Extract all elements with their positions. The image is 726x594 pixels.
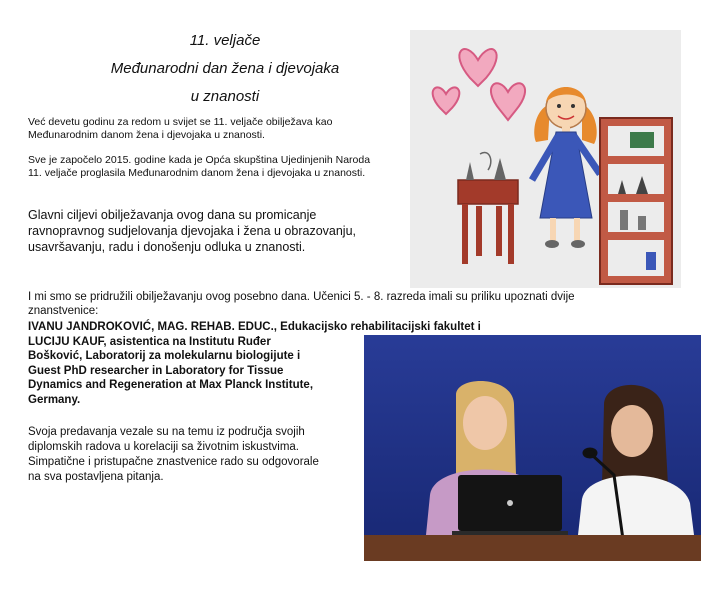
scientist-line: Bošković, Laboratorij za molekularnu biologijute i — [28, 350, 301, 362]
intro-paragraph — [28, 116, 333, 142]
goals-line: usavršavanju, radu i donošenju odluka u znanosti. — [28, 240, 306, 254]
history-line: Sve je započelo 2015. godine kada je Opća skupština Ujedinjenih Naroda — [28, 154, 371, 166]
scientists-photo — [364, 335, 701, 561]
intro-line: Već devetu godinu za redom u svijet se 11. veljače obilježava kao — [28, 116, 333, 128]
date-heading: 11. veljače — [189, 32, 261, 49]
drawing-illustration — [410, 30, 681, 288]
intro-line: Međunarodnim danom žena i djevojaka u znanosti. — [28, 129, 265, 141]
goals-line: ravnopravnog sudjelovanja djevojaka i žena u obrazovanju, — [28, 224, 356, 238]
goals-paragraph — [28, 207, 356, 255]
page-subtitle: u znanosti — [190, 88, 260, 105]
goals-line: Glavni ciljevi obilježavanja ovog dana su promicanje — [28, 208, 317, 222]
scientist-line: IVANU JANDROKOVIĆ, MAG. REHAB. EDUC., Edukacijsko rehabilitacijski fakultet i — [28, 321, 481, 333]
participation-line: I mi smo se pridružili obilježavanju ovog posebno dana. Učenici 5. - 8. razreda imali su priliku upoznati dvije — [28, 291, 575, 303]
shelf-drawing — [600, 118, 672, 284]
scientist-line: Germany. — [28, 393, 81, 406]
lecture-photo-illustration — [364, 335, 701, 561]
lectures-line: Simpatične i pristupačne znastvenice rado su odgovorale — [28, 456, 319, 468]
laptop-icon — [452, 475, 568, 536]
history-line: 11. veljače proglasila Međunarodnim danom žena i djevojaka u znanosti. — [28, 167, 366, 179]
lectures-line: Svoja predavanja vezale su na temu iz područja svojih — [28, 426, 305, 438]
scientist-line: Guest PhD researcher in Laboratory for Tissue — [28, 364, 284, 377]
scientist-line: Dynamics and Regeneration at Max Planck Institute, — [28, 379, 314, 391]
participation-line: znanstvenice: — [28, 305, 99, 317]
table-drawing — [364, 535, 701, 561]
lectures-line: diplomskih radova u korelaciji sa životnim iskustvima. — [28, 441, 299, 453]
lectures-line: na sva postavljena pitanja. — [28, 471, 164, 483]
participation-paragraph — [28, 290, 575, 318]
page-title: Međunarodni dan žena i djevojaka — [110, 60, 340, 77]
scientist-line: LUCIJU KAUF, asistentica na Institutu Ruđer — [28, 335, 271, 348]
child-drawing-image — [410, 30, 681, 288]
lectures-paragraph — [28, 425, 319, 485]
history-paragraph — [28, 154, 370, 180]
